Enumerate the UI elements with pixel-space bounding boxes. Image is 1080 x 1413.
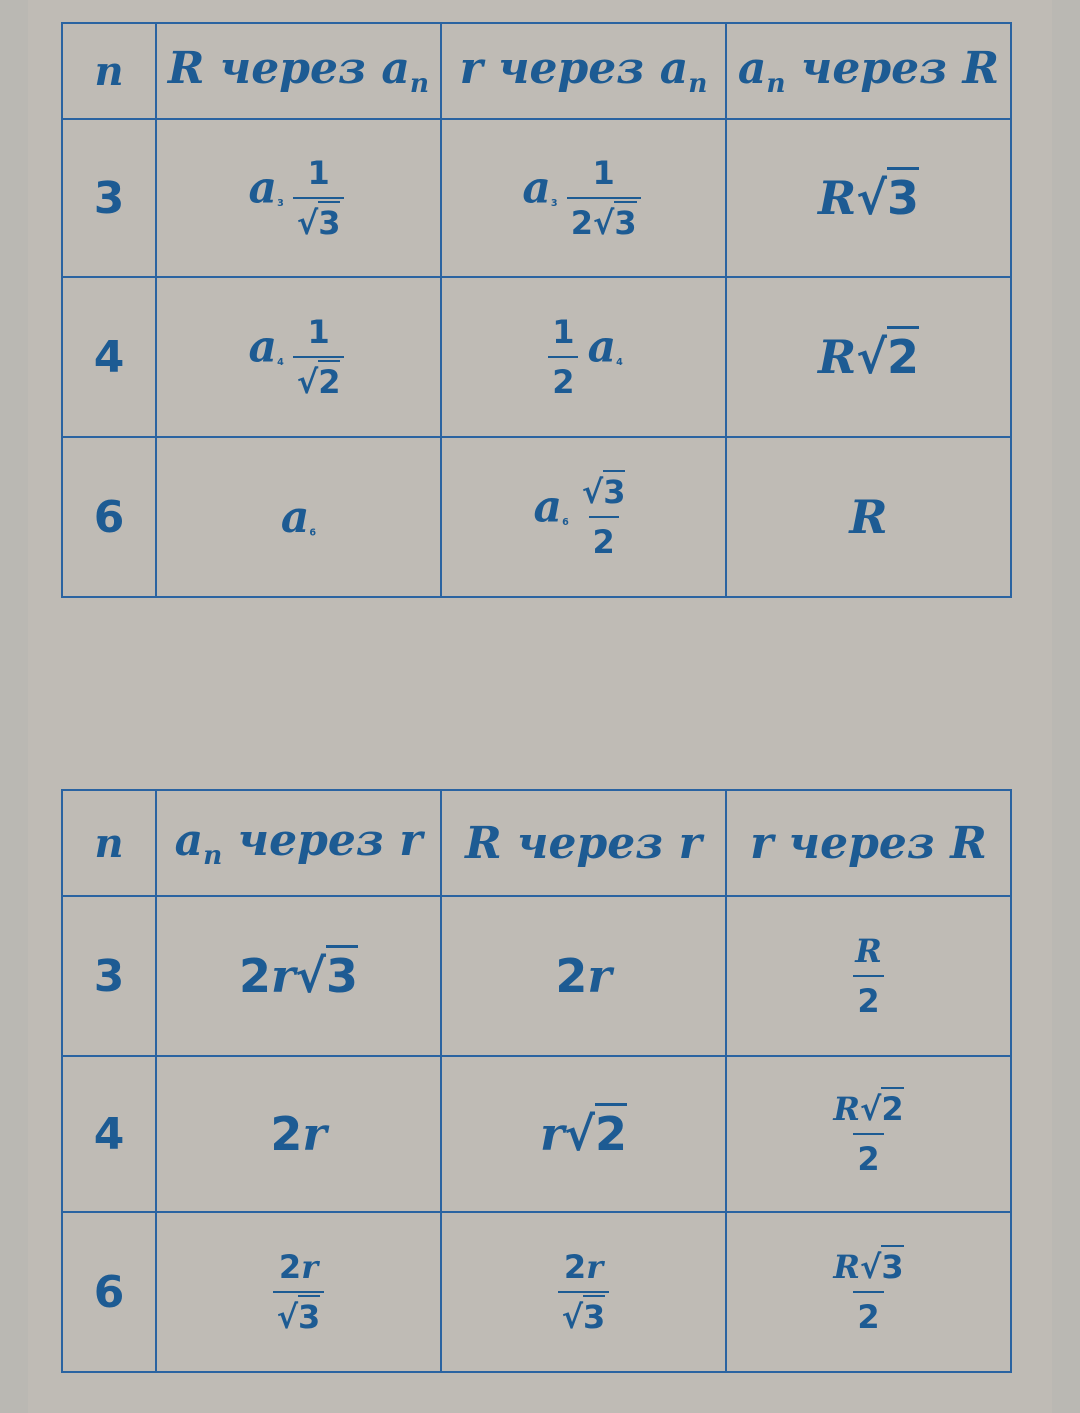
table-2-cell-r-via-R-3: $\frac{R}{2}$: [726, 896, 1011, 1056]
table-1-header-r-via-a: r через $a_n$: [441, 23, 726, 119]
table-2-n-value: 3: [62, 896, 156, 1056]
table-2-cell-a3-via-r: 2r√3: [156, 896, 441, 1056]
table-2-cell-r-via-R-4: $\frac{R√2}{2}$: [726, 1056, 1011, 1212]
table-1-cell-r-via-a6: $a_6$ $\frac{√3}{2}$: [441, 437, 726, 597]
table-1-header-n: n: [62, 23, 156, 119]
table-1-header-a-via-R: $a_n$ через R: [726, 23, 1011, 119]
table-2-cell-r-via-R-6: $\frac{R√3}{2}$: [726, 1212, 1011, 1372]
table-1-n-value: 6: [62, 437, 156, 597]
table-1-cell-R-via-a4: $a_4$ $\frac{1}{√2}$: [156, 277, 441, 437]
table-2-n-value: 6: [62, 1212, 156, 1372]
table-2-cell-R-via-r-3: 2r: [441, 896, 726, 1056]
table-2-cell-a6-via-r: $\frac{2r}{√3}$: [156, 1212, 441, 1372]
table-1-cell-R-via-a3: $a_3$ $\frac{1}{√3}$: [156, 119, 441, 277]
table-2-cell-R-via-r-4: r√2: [441, 1056, 726, 1212]
table-1-row-4: [62, 277, 1011, 437]
table-2-row-6: [62, 1212, 1011, 1372]
table-1-cell-R-via-a6: $a_6$: [156, 437, 441, 597]
table-1-cell-a4-via-R: R√2: [726, 277, 1011, 437]
formula-table-2: [61, 789, 1012, 1373]
table-2-header-row: [62, 790, 1011, 896]
table-1-n-value: 4: [62, 277, 156, 437]
formula-table-1: [61, 22, 1012, 598]
table-1-cell-a3-via-R: R√3: [726, 119, 1011, 277]
table-1-header-row: [62, 23, 1011, 119]
table-2-header-n: n: [62, 790, 156, 896]
table-2-cell-a4-via-r: 2r: [156, 1056, 441, 1212]
table-1-row-3: [62, 119, 1011, 277]
table-2-header-a-via-r: $a_n$ через r: [156, 790, 441, 896]
table-2-row-4: [62, 1056, 1011, 1212]
table-2-row-3: [62, 896, 1011, 1056]
table-2-cell-R-via-r-6: $\frac{2r}{√3}$: [441, 1212, 726, 1372]
table-1-cell-r-via-a3: $a_3$ $\frac{1}{2√3}$: [441, 119, 726, 277]
table-1-cell-a6-via-R: R: [726, 437, 1011, 597]
table-1-header-R-via-a: R через $a_n$: [156, 23, 441, 119]
table-1-row-6: [62, 437, 1011, 597]
table-2-n-value: 4: [62, 1056, 156, 1212]
table-1-cell-r-via-a4: $\frac{1}{2}$ $a_4$: [441, 277, 726, 437]
table-2-header-r-via-R: r через R: [726, 790, 1011, 896]
table-1-n-value: 3: [62, 119, 156, 277]
table-2-header-R-via-r: R через r: [441, 790, 726, 896]
